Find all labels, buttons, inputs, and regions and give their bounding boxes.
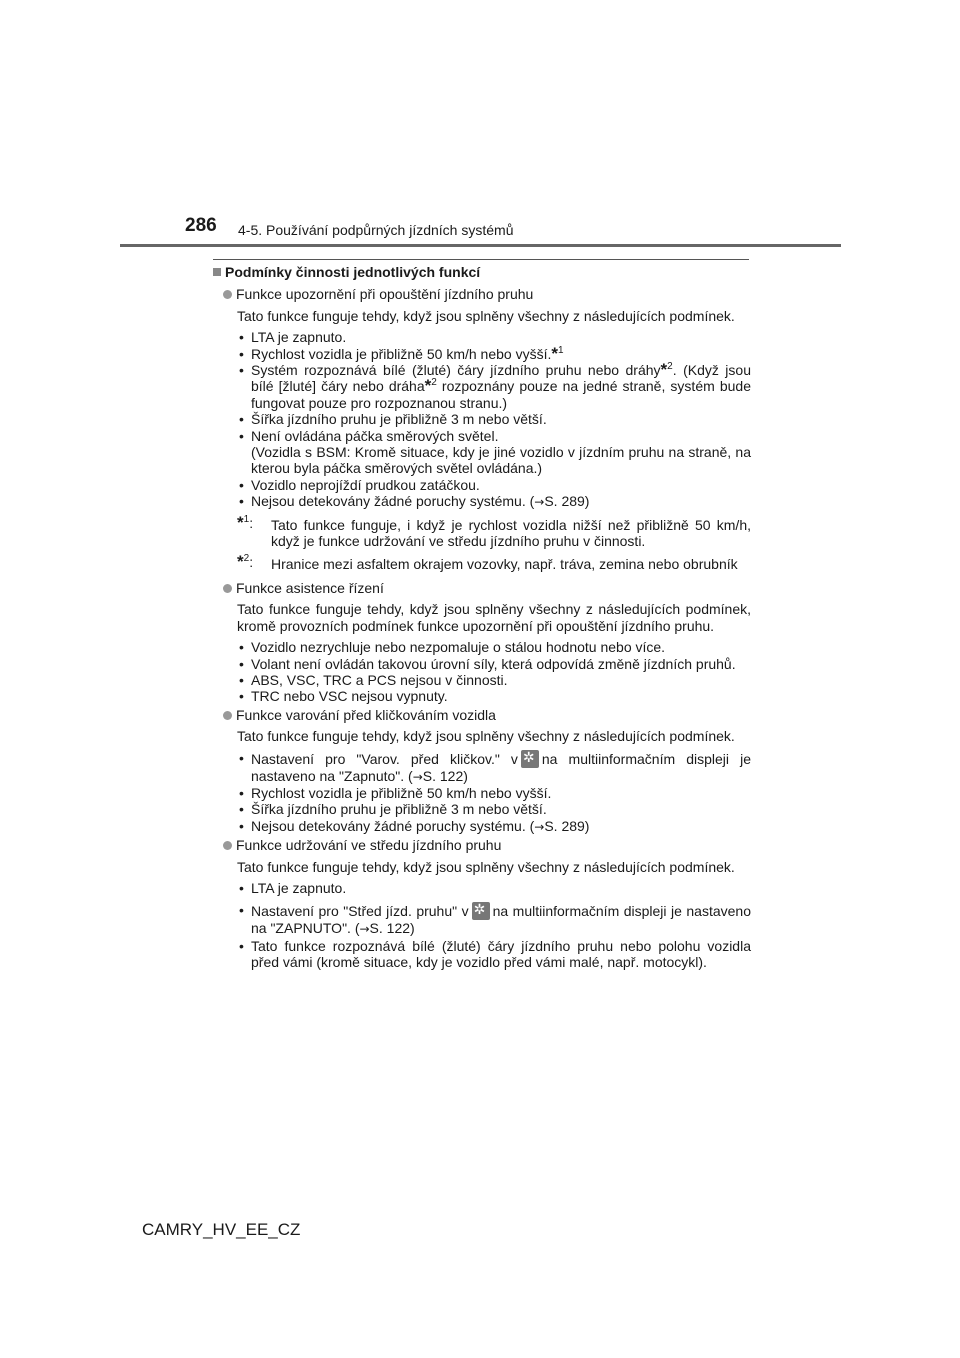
section-heading bbox=[213, 264, 751, 280]
square-bullet-icon bbox=[213, 268, 221, 276]
list-item: • ABS, VSC, TRC a PCS nejsou v činnosti. bbox=[237, 672, 751, 688]
footnote-marker: *$^2$: bbox=[237, 551, 254, 571]
list-item: • Nastavení pro "Střed jízd. pruhu" v✲ na multiinformačním displeji je nastaveno na "ZAPNUTO". (→S. 122) bbox=[237, 902, 751, 937]
function-heading-steering-assist bbox=[213, 580, 751, 596]
function-title: Funkce varování před kličkováním vozidla bbox=[236, 706, 496, 723]
function-intro: Tato funkce funguje tehdy, když jsou splněny všechny z následujících podmínek, kromě provozních podmínek funkce upozornění při opouštění jízdního pruhu. bbox=[237, 601, 751, 634]
function-title: Funkce asistence řízení bbox=[236, 579, 384, 596]
footnote-ref: 1 bbox=[557, 344, 564, 356]
page-reference[interactable]: S. 122) bbox=[422, 767, 468, 784]
footnote-text: Hranice mezi asfaltem okrajem vozovky, např. tráva, zemina nebo obrubník bbox=[271, 555, 738, 572]
arrow-right-icon: → bbox=[534, 495, 545, 510]
page-reference[interactable]: S. 122) bbox=[369, 920, 415, 937]
list-item: • Rychlost vozidla je přibližně 50 km/h nebo vyšší. bbox=[237, 785, 751, 801]
list-item: • TRC nebo VSC nejsou vypnuty. bbox=[237, 688, 751, 704]
footnote-marker: *$^1$: bbox=[237, 512, 254, 532]
page-reference[interactable]: S. 289) bbox=[544, 817, 590, 834]
list-item: • Šířka jízdního pruhu je přibližně 3 m nebo větší. bbox=[237, 801, 751, 817]
footnote-1 bbox=[237, 512, 751, 550]
footnote-ref: 2 bbox=[667, 361, 673, 373]
list-item: • Nastavení pro "Varov. před kličkov." v✲ na multiinformačním displeji je nastaveno na "Zapnuto". (→S. 122) bbox=[237, 750, 751, 785]
list-item: • Tato funkce rozpoznává bílé (žluté) čáry jízdního pruhu nebo polohu vozidla před vámi (kromě situace, kdy je vozidlo před vámi malé, např. motocykl). bbox=[237, 938, 751, 971]
list-item: • LTA je zapnuto. bbox=[237, 329, 751, 345]
section-heading-text: Podmínky činnosti jednotlivých funkcí bbox=[225, 264, 481, 280]
page-reference[interactable]: S. 289) bbox=[544, 493, 590, 510]
list-item: • Rychlost vozidla je přibližně 50 km/h nebo vyšší.*$^1$ bbox=[237, 346, 751, 362]
section-divider bbox=[213, 259, 749, 260]
condition-list bbox=[237, 329, 751, 510]
function-heading-lane-centering bbox=[213, 837, 751, 853]
condition-list bbox=[237, 880, 751, 971]
footnote-text: Tato funkce funguje, i když je rychlost vozidla nižší než přibližně 50 km/h, když je funkce udržování ve středu jízdního pruhu v činnosti. bbox=[271, 516, 751, 550]
condition-list bbox=[237, 750, 751, 836]
list-item: • Volant není ovládán takovou úrovní síly, která odpovídá změně jízdních pruhů. bbox=[237, 656, 751, 672]
settings-gear-icon bbox=[521, 750, 539, 768]
function-heading-lane-departure bbox=[213, 286, 751, 302]
chapter-title: 4-5. Používání podpůrných jízdních systémů bbox=[238, 222, 514, 238]
circle-bullet-icon bbox=[223, 841, 232, 850]
function-intro: Tato funkce funguje tehdy, když jsou splněny všechny z následujících podmínek. bbox=[237, 858, 735, 875]
footnote-star: * bbox=[660, 360, 668, 380]
footnote-star: * bbox=[551, 343, 558, 363]
footnote-2 bbox=[237, 551, 751, 572]
header-divider bbox=[120, 244, 841, 247]
function-title: Funkce upozornění při opouštění jízdního pruhu bbox=[236, 286, 534, 303]
arrow-right-icon: → bbox=[534, 819, 545, 834]
circle-bullet-icon bbox=[223, 584, 232, 593]
condition-list bbox=[237, 639, 751, 705]
function-heading-sway-warning bbox=[213, 707, 751, 723]
function-title: Funkce udržování ve středu jízdního pruhu bbox=[236, 837, 502, 854]
settings-gear-icon bbox=[472, 902, 490, 920]
list-item: • LTA je zapnuto. bbox=[237, 880, 751, 896]
circle-bullet-icon bbox=[223, 711, 232, 720]
list-item: • Vozidlo neprojíždí prudkou zatáčkou. bbox=[237, 477, 751, 493]
function-intro: Tato funkce funguje tehdy, když jsou splněny všechny z následujících podmínek. bbox=[237, 307, 735, 324]
arrow-right-icon: → bbox=[359, 922, 370, 937]
function-intro: Tato funkce funguje tehdy, když jsou splněny všechny z následujících podmínek. bbox=[237, 728, 735, 745]
footnote-ref: 2 bbox=[431, 377, 437, 389]
circle-bullet-icon bbox=[223, 290, 232, 299]
list-item: • Šířka jízdního pruhu je přibližně 3 m nebo větší. bbox=[237, 411, 751, 427]
document-code: CAMRY_HV_EE_CZ bbox=[142, 1220, 301, 1239]
page-content bbox=[213, 264, 751, 971]
list-item: • Nejsou detekovány žádné poruchy systému. (→S. 289) bbox=[237, 493, 751, 510]
list-item: • Nejsou detekovány žádné poruchy systému. (→S. 289) bbox=[237, 818, 751, 835]
page-number: 286 bbox=[185, 215, 217, 236]
list-item: • Není ovládána páčka směrových světel. (Vozidla s BSM: Kromě situace, kdy je jiné vozidlo v jízdním pruhu na straně, na kterou byla páčka směrových světel ovládána.) bbox=[237, 428, 751, 477]
list-item: • Vozidlo nezrychluje nebo nezpomaluje o stálou hodnotu nebo více. bbox=[237, 639, 751, 655]
footnote-star: * bbox=[424, 376, 432, 396]
list-item: • Systém rozpoznává bílé (žluté) čáry jízdního pruhu nebo dráhy*$^2$. (Když jsou bílé [žluté] čáry nebo dráha*$^2$ rozpoznány pouze na jedné straně, systém bude fungovat pouze pro rozpoznanou stranu.) bbox=[237, 362, 751, 411]
arrow-right-icon: → bbox=[412, 769, 423, 784]
